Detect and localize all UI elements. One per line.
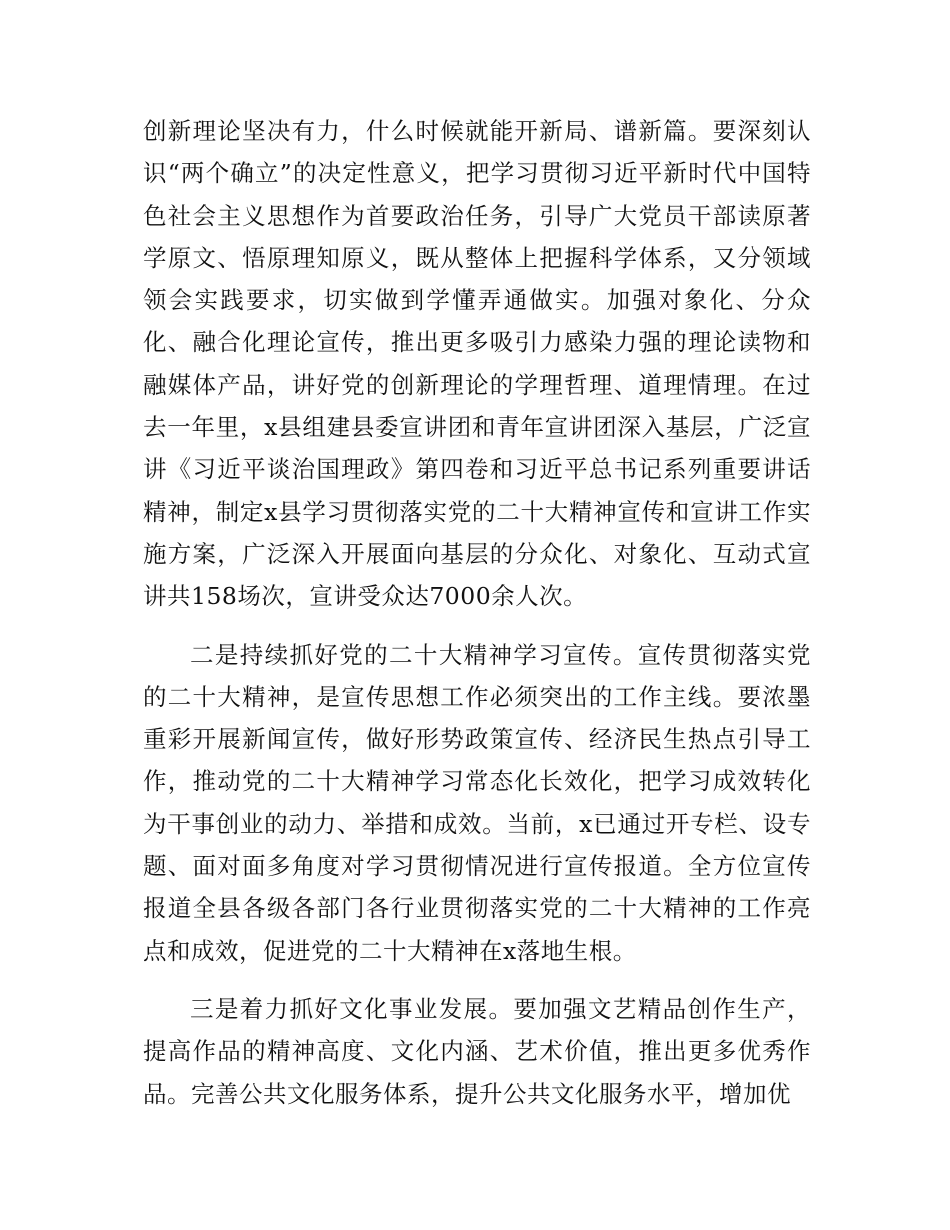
paragraph-continued-theory: 创新理论坚决有力，什么时候就能开新局、谱新篇。要深刻认识“两个确立”的决定性意义，把学习贯彻习近平新时代中国特色社会主义思想作为首要政治任务，引导广大党员干部读原著学原文、悟原理知原义，既从整体上把握科学体系，又分领域领会实践要求，切实做到学懂弄通做实。加强对象化、分众化、融合化理论宣传，推出更多吸引力感染力强的理论读物和融媒体产品，讲好党的创新理论的学理哲理、道理情理。在过去一年里，x县组建县委宣讲团和青年宣讲团深入基层，广泛宣讲《习近平谈治国理政》第四卷和习近平总书记系列重要讲话精神，制定x县学习贯彻落实党的二十大精神宣传和宣讲工作实施方案，广泛深入开展面向基层的分众化、对象化、互动式宣讲共158场次，宣讲受众达7000余人次。 (143, 117, 811, 611)
document-body (143, 110, 811, 1115)
paragraph-party-congress-publicity: 二是持续抓好党的二十大精神学习宣传。宣传贯彻落实党的二十大精神，是宣传思想工作必须突出的工作主线。要浓墨重彩开展新闻宣传，做好形势政策宣传、经济民生热点引导工作，推动党的二十大精神学习常态化长效化，把学习成效转化为干事创业的动力、举措和成效。当前，x已通过开专栏、设专题、面对面多角度对学习贯彻情况进行宣传报道。全方位宣传报道全县各级各部门各行业贯彻落实党的二十大精神的工作亮点和成效，促进党的二十大精神在x落地生根。 (143, 640, 811, 965)
paragraph-cultural-development: 三是着力抓好文化事业发展。要加强文艺精品创作生产，提高作品的精神高度、文化内涵、艺术价值，推出更多优秀作品。完善公共文化服务体系，提升公共文化服务水平，增加优 (143, 994, 811, 1108)
